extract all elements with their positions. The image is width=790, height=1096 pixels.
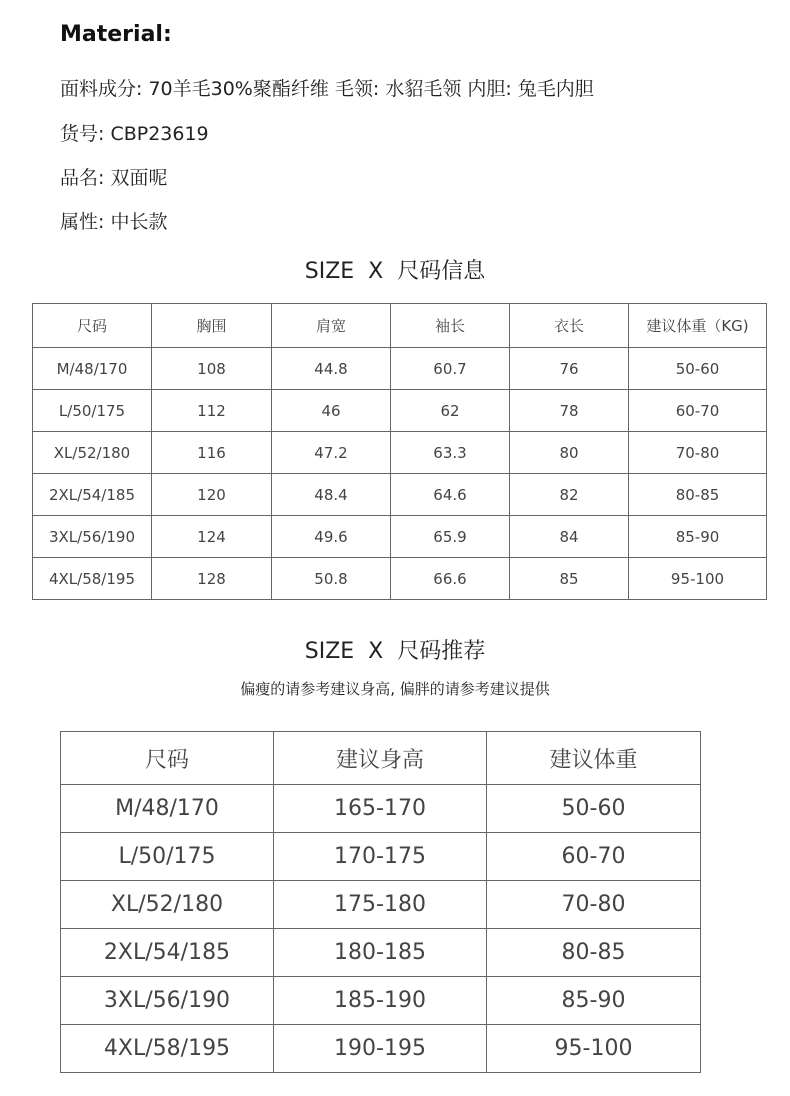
table-cell: XL/52/180 bbox=[33, 432, 152, 474]
header-cell: 建议体重 bbox=[487, 732, 701, 785]
table-cell: 124 bbox=[152, 516, 272, 558]
table-cell: 60-70 bbox=[629, 390, 767, 432]
table-header-row bbox=[33, 304, 767, 348]
size-info-table bbox=[32, 303, 767, 600]
table-row bbox=[61, 1025, 701, 1073]
table-row bbox=[61, 881, 701, 929]
table-cell: 50-60 bbox=[487, 785, 701, 833]
table-row bbox=[33, 348, 767, 390]
table-cell: 3XL/56/190 bbox=[33, 516, 152, 558]
table-cell: XL/52/180 bbox=[61, 881, 274, 929]
header-cell: 尺码 bbox=[61, 732, 274, 785]
table-cell: 60.7 bbox=[391, 348, 510, 390]
table-cell: 65.9 bbox=[391, 516, 510, 558]
table-cell: 70-80 bbox=[629, 432, 767, 474]
table-row bbox=[33, 516, 767, 558]
table-row bbox=[61, 929, 701, 977]
info-item-number: 货号: CBP23619 bbox=[60, 123, 209, 145]
table-cell: 80-85 bbox=[629, 474, 767, 516]
table-cell: 190-195 bbox=[274, 1025, 487, 1073]
table-cell: 85 bbox=[510, 558, 629, 600]
table-cell: L/50/175 bbox=[33, 390, 152, 432]
table-cell: 84 bbox=[510, 516, 629, 558]
table-cell: 108 bbox=[152, 348, 272, 390]
table-cell: 3XL/56/190 bbox=[61, 977, 274, 1025]
header-cell: 肩宽 bbox=[272, 304, 391, 348]
table-cell: 80 bbox=[510, 432, 629, 474]
table-cell: 116 bbox=[152, 432, 272, 474]
table-cell: 128 bbox=[152, 558, 272, 600]
table-cell: 47.2 bbox=[272, 432, 391, 474]
table-cell: 2XL/54/185 bbox=[61, 929, 274, 977]
material-heading: Material: bbox=[60, 22, 172, 47]
table-row bbox=[61, 977, 701, 1025]
table-cell: 180-185 bbox=[274, 929, 487, 977]
info-attribute: 属性: 中长款 bbox=[60, 211, 168, 233]
table-cell: 170-175 bbox=[274, 833, 487, 881]
size-info-title: SIZE X 尺码信息 bbox=[304, 259, 486, 284]
size-recommendation-subtitle: 偏瘦的请参考建议身高, 偏胖的请参考建议提供 bbox=[240, 680, 550, 698]
table-cell: 175-180 bbox=[274, 881, 487, 929]
table-cell: 60-70 bbox=[487, 833, 701, 881]
table-cell: 185-190 bbox=[274, 977, 487, 1025]
table-cell: 63.3 bbox=[391, 432, 510, 474]
header-cell: 建议体重（KG) bbox=[629, 304, 767, 348]
table-row bbox=[61, 785, 701, 833]
table-cell: 50-60 bbox=[629, 348, 767, 390]
table-cell: 4XL/58/195 bbox=[33, 558, 152, 600]
table-row bbox=[33, 558, 767, 600]
size-recommendation-title: SIZE X 尺码推荐 bbox=[304, 639, 486, 664]
table-cell: 95-100 bbox=[629, 558, 767, 600]
table-row bbox=[33, 474, 767, 516]
table-cell: 66.6 bbox=[391, 558, 510, 600]
header-cell: 胸围 bbox=[152, 304, 272, 348]
header-cell: 衣长 bbox=[510, 304, 629, 348]
table-cell: 50.8 bbox=[272, 558, 391, 600]
table-cell: 49.6 bbox=[272, 516, 391, 558]
table-cell: M/48/170 bbox=[33, 348, 152, 390]
table-cell: 44.8 bbox=[272, 348, 391, 390]
table-cell: 95-100 bbox=[487, 1025, 701, 1073]
header-cell: 建议身高 bbox=[274, 732, 487, 785]
table-row bbox=[61, 833, 701, 881]
table-cell: 70-80 bbox=[487, 881, 701, 929]
info-product-name: 品名: 双面呢 bbox=[60, 167, 168, 189]
table-cell: 2XL/54/185 bbox=[33, 474, 152, 516]
table-cell: 80-85 bbox=[487, 929, 701, 977]
table-cell: 112 bbox=[152, 390, 272, 432]
size-recommendation-table bbox=[60, 731, 701, 1073]
table-row bbox=[33, 390, 767, 432]
table-cell: 48.4 bbox=[272, 474, 391, 516]
table-cell: 76 bbox=[510, 348, 629, 390]
info-fabric-composition: 面料成分: 70羊毛30%聚酯纤维 毛领: 水貂毛领 内胆: 兔毛内胆 bbox=[60, 78, 594, 100]
table-cell: M/48/170 bbox=[61, 785, 274, 833]
table-cell: 46 bbox=[272, 390, 391, 432]
table-cell: 62 bbox=[391, 390, 510, 432]
table-cell: 82 bbox=[510, 474, 629, 516]
table-cell: 64.6 bbox=[391, 474, 510, 516]
table-row bbox=[33, 432, 767, 474]
header-cell: 尺码 bbox=[33, 304, 152, 348]
table-cell: 4XL/58/195 bbox=[61, 1025, 274, 1073]
table-cell: 85-90 bbox=[629, 516, 767, 558]
table-cell: 85-90 bbox=[487, 977, 701, 1025]
header-cell: 袖长 bbox=[391, 304, 510, 348]
table-cell: 78 bbox=[510, 390, 629, 432]
table-cell: 120 bbox=[152, 474, 272, 516]
table-cell: 165-170 bbox=[274, 785, 487, 833]
table-cell: L/50/175 bbox=[61, 833, 274, 881]
table-header-row bbox=[61, 732, 701, 785]
